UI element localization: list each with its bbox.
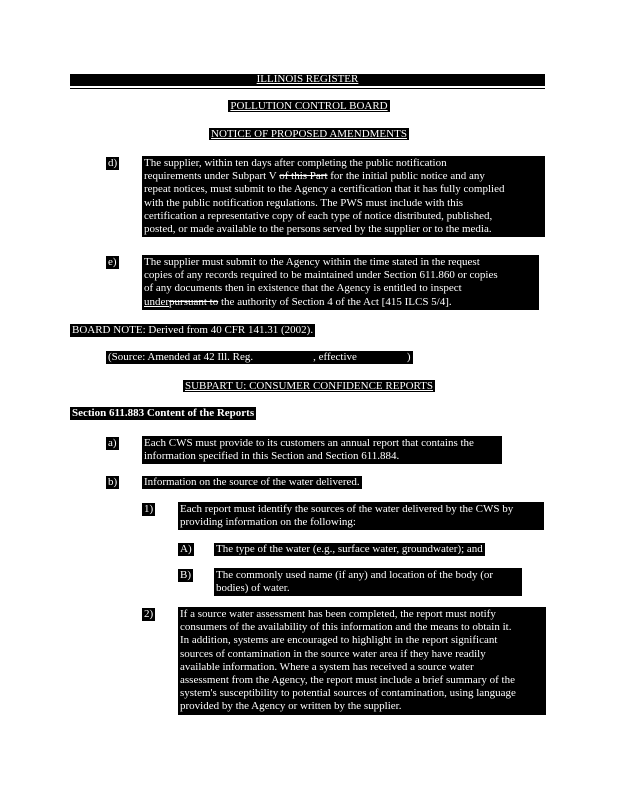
item-b1-label: 1): [144, 503, 154, 515]
item-A-label: A): [180, 543, 192, 555]
board-title: POLLUTION CONTROL BOARD: [230, 100, 388, 112]
item-B-paragraph: The commonly used name (if any) and location of the body (or bodies) of water.: [214, 568, 522, 596]
header-rule: [70, 88, 545, 89]
item-A-text: The type of the water (e.g., surface water, groundwater); and: [216, 543, 483, 555]
item-e-line4: underpursuant to the authority of Section 4 of the Act [415 ILCS 5/4].: [144, 295, 452, 308]
item-b2-paragraph: If a source water assessment has been completed, the report must notify consumers of the availability of this information and the means to obtain it. In addition, systems are encouraged to highlight in the report significant sources of contamination in the source water area if they have readily available information. Where a system has received a source water assessment from the Agency, the report must include a brief summary of the system's susceptibility to potential sources of contamination, using language provided by the Agency or written by the supplier.: [178, 607, 546, 715]
item-b-text: Information on the source of the water delivered.: [144, 476, 360, 488]
item-d-label: d): [108, 157, 118, 169]
source-note: (Source: Amended at 42 Ill. Reg. , effective ): [108, 351, 411, 363]
item-b1-paragraph: Each report must identify the sources of the water delivered by the CWS by providing information on the following:: [178, 502, 544, 530]
item-b-label: b): [108, 476, 118, 488]
notice-title: NOTICE OF PROPOSED AMENDMENTS: [211, 128, 407, 140]
item-b2-label: 2): [144, 608, 154, 620]
item-d-paragraph: The supplier, within ten days after completing the public notification requirements under Subpart V of this Part for the initial public notice and any repeat notices, must submit to the Agency a certification that it has fully complied with the public notification regulations. The PWS must include with this certification a representative copy of each type of notice distributed, published, posted, or made available to the persons served by the supplier or to the media.: [142, 156, 545, 237]
item-a-label: a): [108, 437, 117, 449]
board-note: BOARD NOTE: Derived from 40 CFR 141.31 (2002).: [72, 324, 314, 336]
item-d-line2: requirements under Subpart V of this Part for the initial public notice and any: [144, 170, 485, 183]
section-title: Section 611.883 Content of the Reports: [72, 407, 255, 419]
item-e-paragraph: The supplier must submit to the Agency within the time stated in the request copies of any records required to be maintained under Section 611.860 or copies of any documents then in existence that the Agency is entitled to inspect underpursuant to the authority of Section 4 of the Act [415 ILCS 5/4].: [142, 255, 539, 310]
register-title: ILLINOIS REGISTER: [256, 73, 359, 85]
item-e-label: e): [108, 256, 117, 268]
item-B-label: B): [180, 569, 191, 581]
item-a-paragraph: Each CWS must provide to its customers an annual report that contains the information specified in this Section and Section 611.884.: [142, 436, 502, 464]
subpart-title: SUBPART U: CONSUMER CONFIDENCE REPORTS: [184, 380, 434, 392]
